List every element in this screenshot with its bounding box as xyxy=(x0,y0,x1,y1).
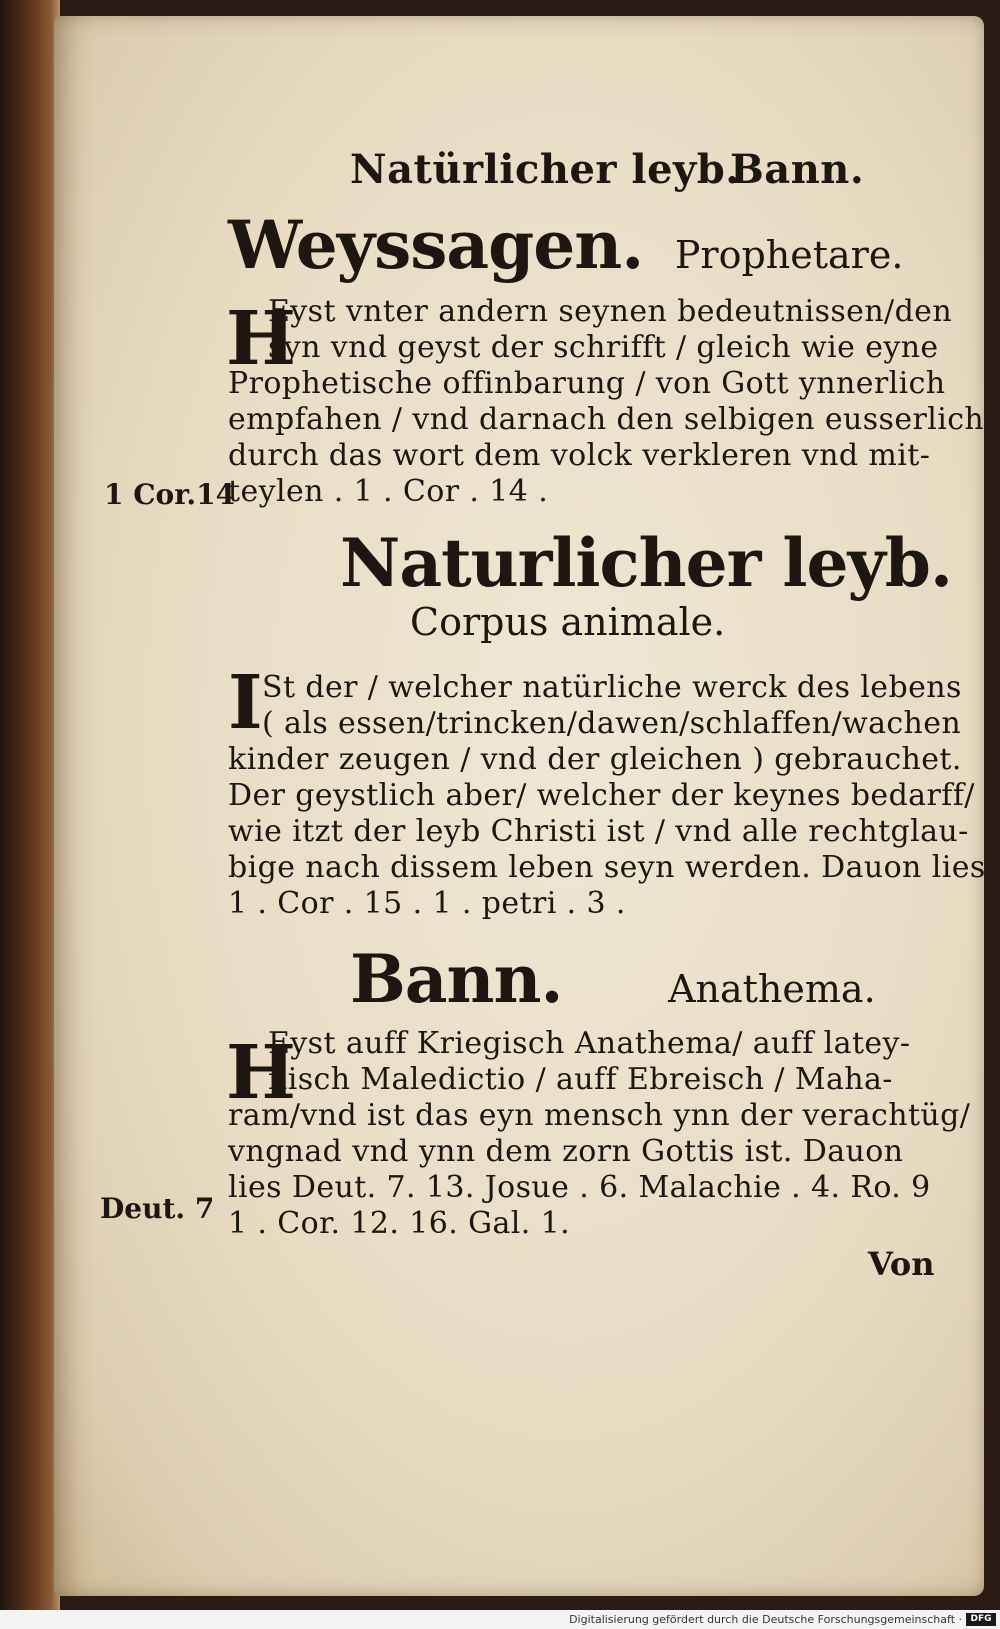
initial-letter: H xyxy=(226,296,296,382)
section-title: Weyssagen. xyxy=(228,206,644,284)
body-line: vngnad vnd ynn dem zorn Gottis ist. Dauon xyxy=(228,1134,904,1169)
body-line: bige nach dissem leben seyn werden. Dauon lies xyxy=(228,850,986,885)
section-body xyxy=(228,670,986,922)
body-line: empfahen / vnd darnach den selbigen eusserlich xyxy=(228,402,985,437)
initial-letter: H xyxy=(226,1030,296,1116)
catchword: Von xyxy=(868,1245,935,1283)
section-title: Bann. xyxy=(350,940,563,1018)
body-line: 1 . Cor . 15 . 1 . petri . 3 . xyxy=(228,886,626,921)
footer-bar xyxy=(0,1610,1000,1629)
body-line: Eyst auff Kriegisch Anathema/ auff latey- xyxy=(268,1026,911,1061)
section-body xyxy=(228,294,985,510)
running-head-right: Bann. xyxy=(730,146,865,193)
body-line: ram/vnd ist das eyn mensch ynn der verachtüg/ xyxy=(228,1098,971,1133)
body-line: Der geystlich aber/ welcher der keynes bedarff/ xyxy=(228,778,975,813)
margin-note: 1 Cor.14 xyxy=(104,478,236,511)
running-head xyxy=(350,146,870,193)
section-heading-weyssagen xyxy=(228,206,903,284)
book-binding xyxy=(0,0,60,1610)
margin-note: Deut. 7 xyxy=(100,1192,215,1225)
funding-credit: Digitalisierung gefördert durch die Deutsche Forschungsgemeinschaft · xyxy=(569,1613,962,1626)
body-line: teylen . 1 . Cor . 14 . xyxy=(228,474,549,509)
section-body xyxy=(228,1026,971,1242)
section-latin-title: Prophetare. xyxy=(674,233,904,277)
body-line: 1 . Cor. 12. 16. Gal. 1. xyxy=(228,1206,571,1241)
section-latin-heading xyxy=(410,600,725,644)
running-head-left: Natürlicher leyb. xyxy=(350,146,740,193)
section-heading-naturlicher-leyb xyxy=(340,524,952,602)
body-line: syn vnd geyst der schrifft / gleich wie eyne xyxy=(268,330,939,365)
body-line: Prophetische offinbarung / von Gott ynnerlich xyxy=(228,366,946,401)
body-line: kinder zeugen / vnd der gleichen ) gebrauchet. xyxy=(228,742,962,777)
section-heading-bann xyxy=(350,940,876,1018)
dfg-logo: DFG xyxy=(966,1613,996,1626)
body-line: lies Deut. 7. 13. Josue . 6. Malachie . 4. Ro. 9 xyxy=(228,1170,931,1205)
body-line: Eyst vnter andern seynen bedeutnissen/den xyxy=(268,294,953,329)
body-line: wie itzt der leyb Christi ist / vnd alle rechtglau- xyxy=(228,814,969,849)
body-line: durch das wort dem volck verkleren vnd mit- xyxy=(228,438,931,473)
body-line: St der / welcher natürliche werck des lebens xyxy=(262,670,962,705)
body-line: ( als essen/trincken/dawen/schlaffen/wachen xyxy=(262,706,962,741)
section-latin-title: Corpus animale. xyxy=(410,600,726,644)
section-latin-title: Anathema. xyxy=(668,967,876,1011)
body-line: nisch Maledictio / auff Ebreisch / Maha- xyxy=(268,1062,893,1097)
section-title: Naturlicher leyb. xyxy=(340,524,952,602)
initial-letter: I xyxy=(228,660,263,746)
